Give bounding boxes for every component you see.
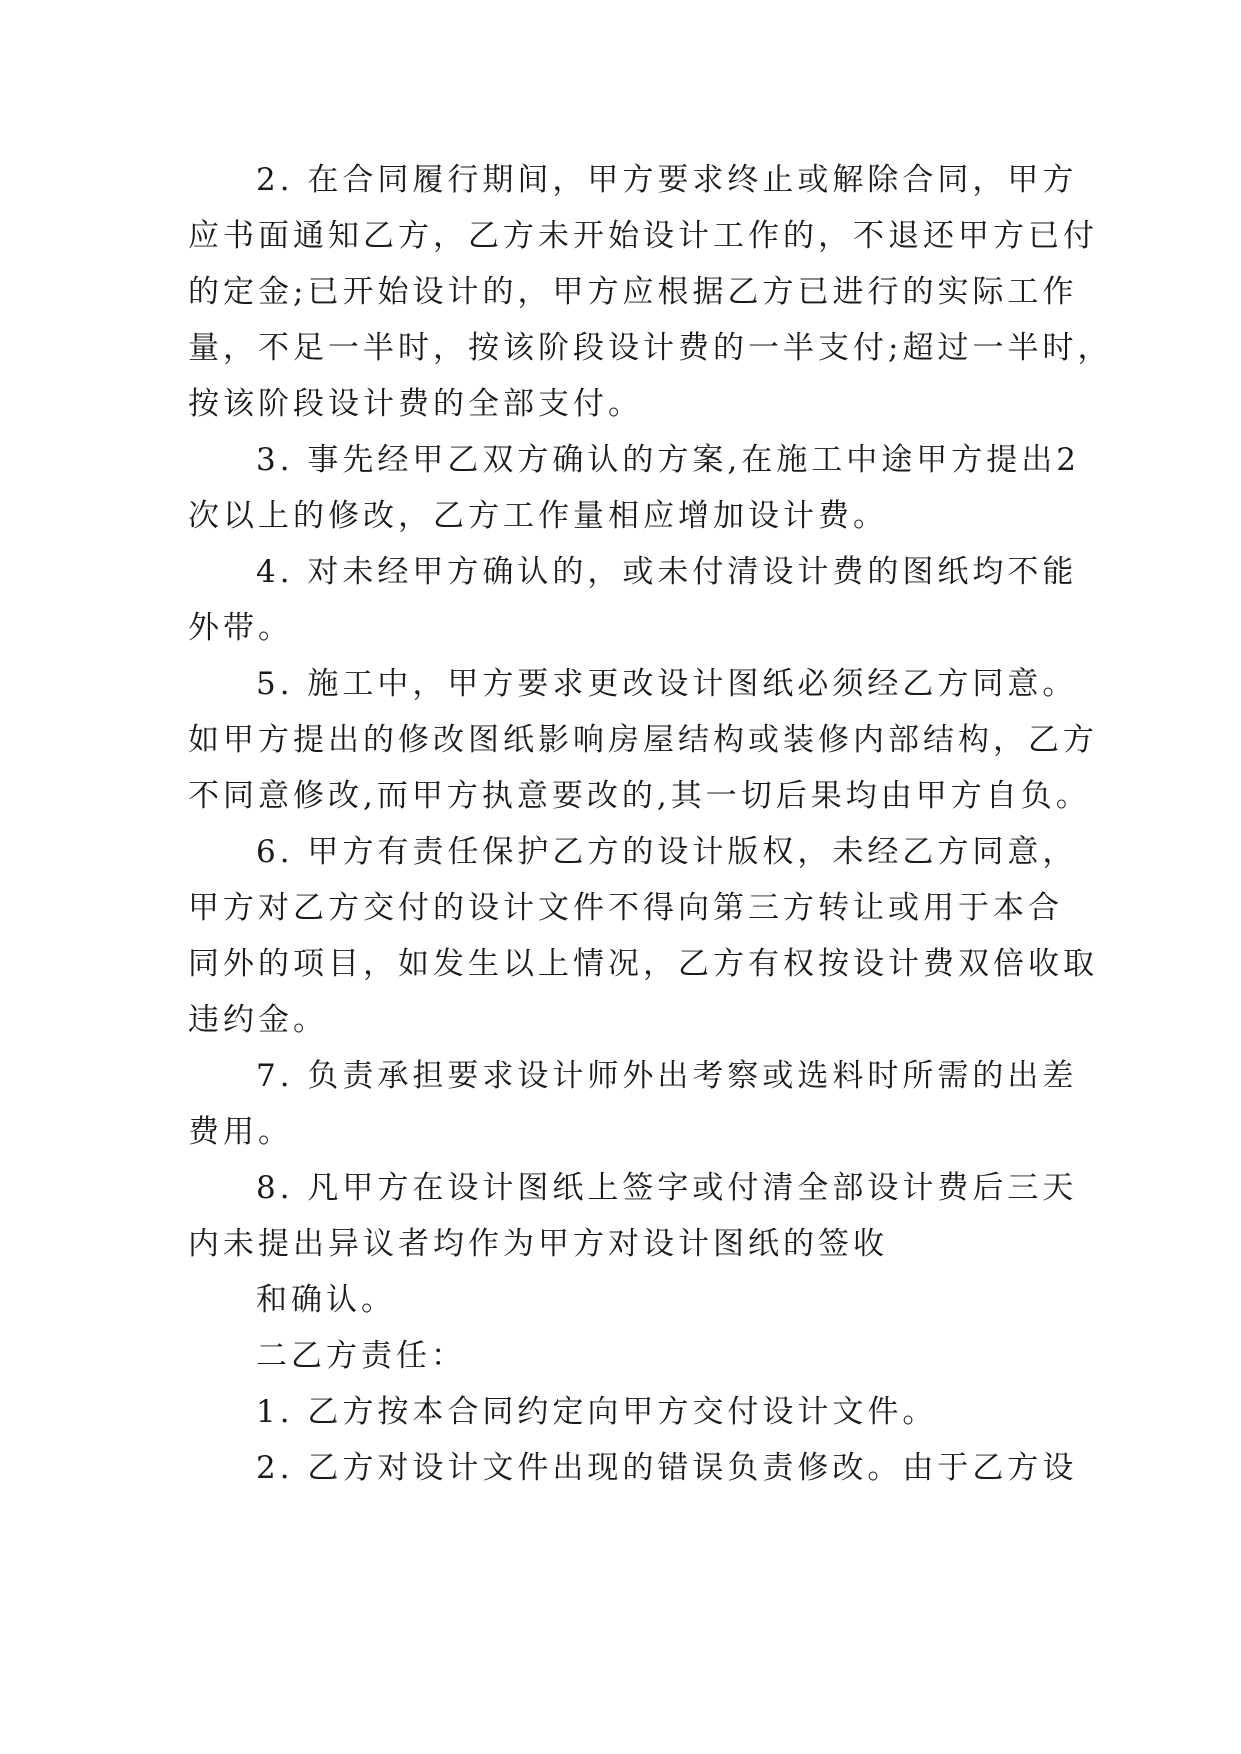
clause-8-line-1: 8. 凡甲方在设计图纸上签字或付清全部设计费后三天 <box>256 1170 1078 1206</box>
clause-2-line-1: 2. 在合同履行期间，甲方要求终止或解除合同，甲方 <box>256 162 1078 198</box>
clause-6-line-3: 同外的项目，如发生以上情况，乙方有权按设计费双倍收取 <box>188 946 1098 982</box>
clause-8-line-2: 内未提出异议者均作为甲方对设计图纸的签收 <box>188 1226 888 1262</box>
clause-8-line-3: 和确认。 <box>256 1282 396 1318</box>
party-b-clause-1: 1. 乙方按本合同约定向甲方交付设计文件。 <box>256 1394 938 1430</box>
clause-2-line-4: 量，不足一半时，按该阶段设计费的一半支付;超过一半时， <box>188 330 1113 366</box>
clause-6-line-1: 6. 甲方有责任保护乙方的设计版权，未经乙方同意， <box>256 834 1078 870</box>
clause-4-line-2: 外带。 <box>188 610 293 646</box>
party-b-clause-2: 2. 乙方对设计文件出现的错误负责修改。由于乙方设 <box>256 1450 1078 1486</box>
section-heading-party-b: 二乙方责任： <box>256 1338 466 1374</box>
clause-4-line-1: 4. 对未经甲方确认的，或未付清设计费的图纸均不能 <box>256 554 1078 590</box>
clause-2-line-2: 应书面通知乙方，乙方未开始设计工作的，不退还甲方已付 <box>188 218 1098 254</box>
clause-2-line-3: 的定金;已开始设计的，甲方应根据乙方已进行的实际工作 <box>188 274 1078 310</box>
clause-3-line-1: 3. 事先经甲乙双方确认的方案,在施工中途甲方提出2 <box>256 442 1081 478</box>
clause-2-line-5: 按该阶段设计费的全部支付。 <box>188 386 643 422</box>
clause-6-line-4: 违约金。 <box>188 1002 328 1038</box>
clause-5-line-1: 5. 施工中，甲方要求更改设计图纸必须经乙方同意。 <box>256 666 1078 702</box>
clause-7-line-1: 7. 负责承担要求设计师外出考察或选料时所需的出差 <box>256 1058 1078 1094</box>
clause-7-line-2: 费用。 <box>188 1114 293 1150</box>
clause-5-line-3: 不同意修改,而甲方执意要改的,其一切后果均由甲方自负。 <box>188 778 1091 814</box>
clause-3-line-2: 次以上的修改，乙方工作量相应增加设计费。 <box>188 498 888 534</box>
clause-5-line-2: 如甲方提出的修改图纸影响房屋结构或装修内部结构，乙方 <box>188 722 1098 758</box>
clause-6-line-2: 甲方对乙方交付的设计文件不得向第三方转让或用于本合 <box>188 890 1063 926</box>
